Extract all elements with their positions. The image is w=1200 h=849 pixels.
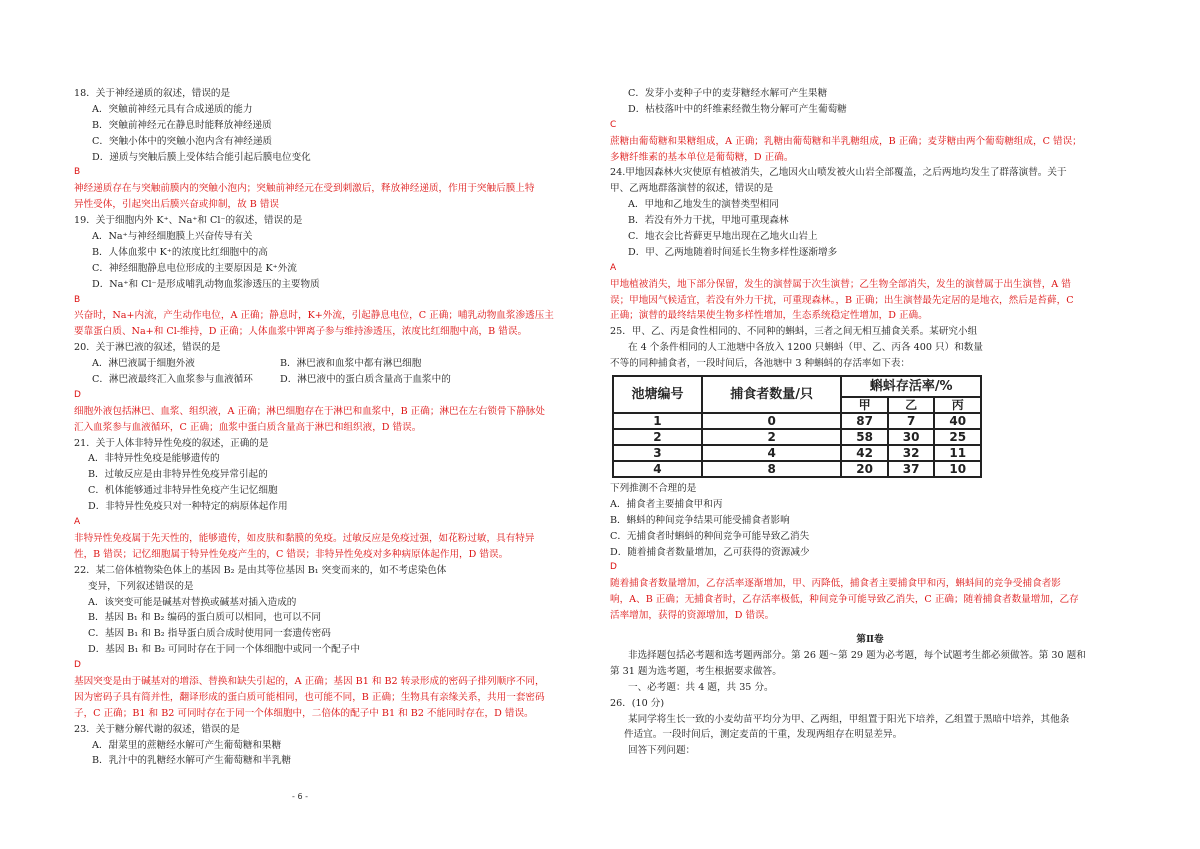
question-line: 第 31 题为选考题，考生根据要求做答。 — [610, 665, 782, 677]
option-text: D．淋巴液中的蛋白质含量高于血浆中的 — [280, 374, 451, 386]
spacer — [610, 624, 1130, 632]
answer-key: B — [74, 294, 81, 305]
table-cell: 3 — [613, 445, 702, 461]
option-line: C．基因 B₁ 和 B₂ 指导蛋白质合成时使用同一套遗传密码 — [88, 628, 331, 640]
explanation-line: 甲地植被消失，地下部分保留，发生的演替属于次生演替；乙生物全部消失，发生的演替属于出生演替，A 错 — [610, 278, 1071, 290]
answer-key: D — [74, 660, 81, 671]
answer-key: D — [610, 562, 617, 573]
table-cell: 87 — [841, 413, 888, 429]
right-column — [610, 86, 1130, 759]
table-row — [613, 461, 981, 477]
header-predator: 捕食者数量/只 — [702, 376, 842, 413]
option-text: B．淋巴液和血浆中都有淋巴细胞 — [280, 358, 422, 370]
table-cell: 2 — [613, 429, 702, 445]
explanation-line: 子，C 正确；B1 和 B2 可同时存在于同一个体细胞中，二倍体的配子中 B1 和 B2 不能同时存在，D 错误。 — [74, 707, 534, 719]
option-line: A．突触前神经元具有合成递质的能力 — [92, 103, 253, 115]
option-line: B．若没有外力干扰，甲地可重现森林 — [628, 215, 789, 227]
table-cell: 25 — [934, 429, 981, 445]
option-line: D．递质与突触后膜上受体结合能引起后膜电位变化 — [92, 151, 311, 163]
option-line: C．突触小体中的突触小泡内含有神经递质 — [92, 135, 273, 147]
answer-key: A — [610, 262, 617, 273]
explanation-line: 要靠蛋白质、Na+和 Cl-维持，D 正确；人体血浆中钾离子参与维持渗透压，浓度比红细胞中高，B 错误。 — [74, 326, 528, 338]
explanation-line: 非特异性免疫属于先天性的，能够遗传，如皮肤和黏膜的免疫。过敏反应是免疫过强，如花粉过敏，具有特异 — [74, 532, 535, 544]
option-line: D．非特异性免疫只对一种特定的病原体起作用 — [88, 501, 288, 513]
table-cell: 10 — [934, 461, 981, 477]
explanation-line: 基因突变是由于碱基对的增添、替换和缺失引起的，A 正确；基因 B1 和 B2 转录形成的密码子排列顺序不同， — [74, 675, 545, 687]
answer-key: D — [74, 389, 81, 400]
option-line: A．Na⁺与神经细胞膜上兴奋传导有关 — [92, 231, 253, 243]
answer-key: C — [610, 119, 617, 130]
explanation-line: 响，A、B 正确；无捕食者时，乙存活率极低，种间竞争可能导致乙消失，C 正确；随着捕食者数量增加，乙存 — [610, 594, 1079, 606]
explanation-line: 多糖纤维素的基本单位是葡萄糖，D 正确。 — [610, 151, 794, 163]
option-line: B．乳汁中的乳糖经水解可产生葡萄糖和半乳糖 — [92, 755, 291, 767]
question-line: 20．关于淋巴液的叙述，错误的是 — [74, 342, 221, 354]
table-cell: 11 — [934, 445, 981, 461]
table-row — [613, 429, 981, 445]
question-line: A．捕食者主要捕食甲和丙 — [610, 498, 723, 510]
table-cell: 0 — [702, 413, 842, 429]
question-line: 24.甲地因森林火灾使原有植被消失，乙地因火山喷发被火山岩全部覆盖，之后两地均发生了群落演替。关于 — [610, 167, 1067, 179]
option-line: B．基因 B₁ 和 B₂ 编码的蛋白质可以相同，也可以不同 — [88, 612, 321, 624]
option-line: B．人体血浆中 K⁺的浓度比红细胞中的高 — [92, 246, 268, 258]
explanation-line: 汇入血浆参与血液循环，C 正确；血浆中蛋白质含量高于淋巴和组织液，D 错误。 — [74, 421, 422, 433]
option-line: A．非特异性免疫是能够遗传的 — [88, 453, 220, 465]
question-line: D．随着捕食者数量增加，乙可获得的资源减少 — [610, 546, 810, 558]
table-cell: 42 — [841, 445, 888, 461]
option-line: D．枯枝落叶中的纤维素经微生物分解可产生葡萄糖 — [628, 103, 847, 115]
question-line: 18．关于神经递质的叙述，错误的是 — [74, 88, 231, 99]
table-cell: 4 — [613, 461, 702, 477]
option-line: B．突触前神经元在静息时能释放神经递质 — [92, 119, 272, 131]
question-line: 26．(10 分) — [610, 697, 665, 709]
answer-key: B — [74, 167, 81, 178]
question-line: 22．某二倍体植物染色体上的基因 B₂ 是由其等位基因 B₁ 突变而来的，如不考虑染色体 — [74, 564, 447, 576]
option-line: B．过敏反应是由非特异性免疫异常引起的 — [88, 469, 268, 481]
paragraph-line: 非选择题包括必考题和选考题两部分。第 26 题～第 29 题为必考题，每个试题考生都必须做答。第 30 题和 — [628, 649, 1086, 661]
option-text: A．淋巴液属于细胞外液 — [92, 358, 195, 370]
question-line: 21．关于人体非特异性免疫的叙述，正确的是 — [74, 437, 269, 449]
question-line: 下列推测不合理的是 — [610, 483, 697, 495]
explanation-line: 蔗糖由葡萄糖和果糖组成，A 正确；乳糖由葡萄糖和半乳糖组成，B 正确；麦芽糖由两个葡萄糖组成，C 错误； — [610, 135, 1082, 147]
explanation-line: 因为密码子具有简并性，翻译形成的蛋白质可能相同，也可能不同，B 正确；生物具有亲缘关系，共用一套密码 — [74, 691, 545, 703]
table-row — [613, 413, 981, 429]
section-title: 第Ⅱ卷 — [856, 634, 884, 646]
table-cell: 1 — [613, 413, 702, 429]
question-line: 25．甲、乙、丙是食性相同的、不同种的蝌蚪，三者之间无相互捕食关系。某研究小组 — [610, 326, 978, 338]
table-cell: 20 — [841, 461, 888, 477]
table-cell: 58 — [841, 429, 888, 445]
explanation-line: 活率增加，获得的资源增加，D 错误。 — [610, 610, 775, 622]
explanation-line: 性，B 错误；记忆细胞属于特异性免疫产生的，C 错误；非特异性免疫对多种病原体起作用，D 错误。 — [74, 548, 509, 560]
option-line: 变异，下列叙述错误的是 — [88, 580, 194, 592]
paragraph-line: 回答下列问题： — [628, 745, 696, 757]
header-survival-rate: 蝌蚪存活率/% — [841, 376, 981, 397]
question-line: B．蝌蚪的种间竞争结果可能受捕食者影响 — [610, 514, 790, 526]
table-cell: 8 — [702, 461, 842, 477]
right-top-text — [610, 86, 1130, 372]
explanation-line: 正确；演替的最终结果使生物多样性增加，生态系统稳定性增加，D 正确。 — [610, 310, 928, 322]
option-line: D．Na⁺和 Cl⁻是形成哺乳动物血浆渗透压的主要物质 — [92, 278, 320, 290]
option-line: A．甜菜里的蔗糖经水解可产生葡萄糖和果糖 — [92, 739, 282, 751]
option-line: D．甲、乙两地随着时间延长生物多样性逐渐增多 — [628, 246, 838, 258]
explanation-line: 异性受体，引起突出后膜兴奋或抑制，故 B 错误 — [74, 199, 280, 211]
paragraph-line: 一、必考题：共 4 题，共 35 分。 — [628, 681, 774, 693]
option-pair — [74, 372, 564, 388]
table-cell: 30 — [888, 429, 935, 445]
header-species-b: 乙 — [888, 397, 935, 413]
answer-key: A — [74, 517, 81, 528]
left-column — [74, 86, 564, 769]
table-cell: 32 — [888, 445, 935, 461]
header-species-a: 甲 — [841, 397, 888, 413]
paragraph-line: 某同学将生长一致的小麦幼苗平均分为甲、乙两组，甲组置于阳光下培养，乙组置于黑暗中培养，其他条 — [628, 713, 1070, 725]
question-line: C．无捕食者时蝌蚪的种间竞争可能导致乙消失 — [610, 530, 810, 542]
tadpole-survival-table — [612, 375, 982, 478]
option-pair — [74, 356, 564, 372]
right-bottom-text — [610, 481, 1130, 759]
explanation-line: 细胞外液包括淋巴、血浆、组织液，A 正确；淋巴细胞存在于淋巴和血浆中，B 正确；淋巴在左右锁骨下静脉处 — [74, 405, 545, 417]
question-line: 19．关于细胞内外 K⁺、Na⁺和 Cl⁻的叙述，错误的是 — [74, 215, 303, 227]
option-line: C．地衣会比苔藓更早地出现在乙地火山岩上 — [628, 231, 818, 243]
header-pond: 池塘编号 — [613, 376, 702, 413]
question-line: 不等的同种捕食者，一段时间后，各池塘中 3 种蝌蚪的存活率如下表： — [610, 358, 911, 370]
paragraph-line: 件适宜。一段时间后，测定麦苗的干重，发现两组存在明显差异。 — [624, 729, 903, 741]
option-line: C．机体能够通过非特异性免疫产生记忆细胞 — [88, 485, 278, 497]
table-cell: 4 — [702, 445, 842, 461]
table-cell: 2 — [702, 429, 842, 445]
explanation-line: 随着捕食者数量增加，乙存活率逐渐增加，甲、丙降低，捕食者主要捕食甲和丙，蝌蚪间的竞争受捕食者影 — [610, 578, 1061, 590]
explanation-line: 误；甲地因气候适宜，若没有外力干扰，可重现森林。，B 正确；出生演替最先定居的是地衣，然后是苔藓，C — [610, 294, 1074, 306]
question-line: 23．关于糖分解代谢的叙述，错误的是 — [74, 723, 240, 735]
header-species-c: 丙 — [934, 397, 981, 413]
page-number: - 6 - — [292, 792, 308, 801]
option-line: A．甲地和乙地发生的演替类型相同 — [628, 199, 779, 211]
paragraph-line: 在 4 个条件相同的人工池塘中各放入 1200 只蝌蚪（甲、乙、丙各 400 只）和数量 — [628, 342, 983, 354]
option-line: A．该突变可能是碱基对替换或碱基对插入造成的 — [88, 596, 297, 608]
option-line: C．神经细胞静息电位形成的主要原因是 K⁺外流 — [92, 262, 297, 274]
explanation-line: 兴奋时，Na+内流，产生动作电位，A 正确；静息时，K+外流，引起静息电位，C 正确；哺乳动物血浆渗透压主 — [74, 310, 554, 322]
table-cell: 40 — [934, 413, 981, 429]
table-body — [613, 413, 981, 477]
question-line: 甲、乙两地群落演替的叙述，错误的是 — [610, 183, 774, 195]
option-line: C．发芽小麦种子中的麦芽糖经水解可产生果糖 — [628, 88, 828, 99]
option-line: D．基因 B₁ 和 B₂ 可同时存在于同一个体细胞中或同一个配子中 — [88, 644, 360, 656]
table-row — [613, 445, 981, 461]
table-cell: 37 — [888, 461, 935, 477]
table-cell: 7 — [888, 413, 935, 429]
option-text: C．淋巴液最终汇入血浆参与血液循环 — [92, 374, 253, 386]
explanation-line: 神经递质存在与突触前膜内的突触小泡内；突触前神经元在受到刺激后，释放神经递质，作用于突触后膜上特 — [74, 183, 535, 195]
